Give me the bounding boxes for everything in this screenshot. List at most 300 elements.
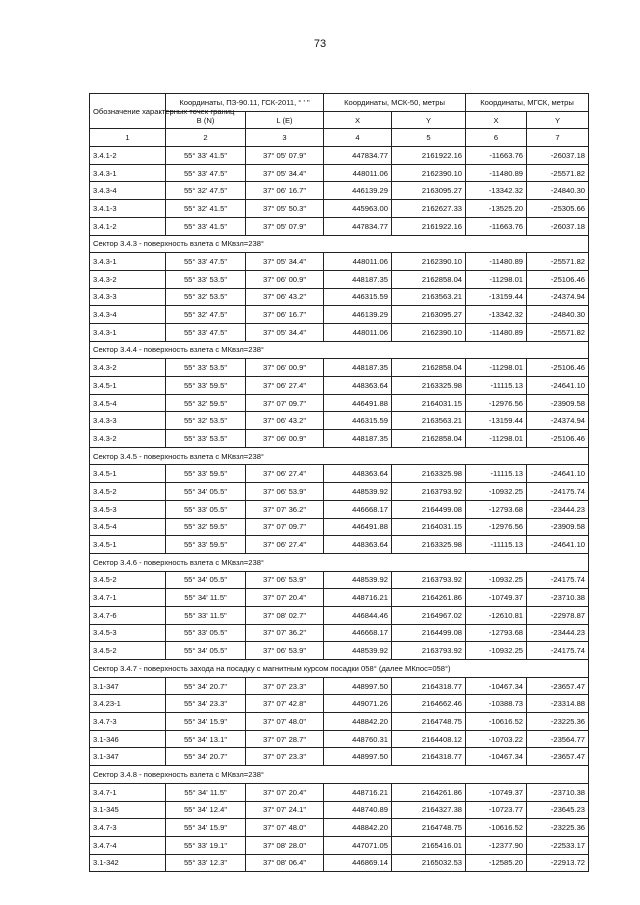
mgsk-x-cell: -13525.20: [466, 200, 527, 218]
mgsk-y-cell: -23564.77: [527, 730, 589, 748]
longitude-cell: 37° 05' 07.9": [246, 217, 324, 235]
longitude-cell: 37° 06' 16.7": [246, 306, 324, 324]
point-name-cell: 3.4.3-2: [90, 270, 166, 288]
msk-y-cell: 2162858.04: [392, 270, 466, 288]
msk-y-cell: 2164261.86: [392, 589, 466, 607]
longitude-cell: 37° 06' 27.4": [246, 536, 324, 554]
latitude-cell: 55° 33' 05.5": [166, 500, 246, 518]
longitude-cell: 37° 06' 00.9": [246, 430, 324, 448]
latitude-cell: 55° 32' 53.5": [166, 288, 246, 306]
longitude-cell: 37° 07' 48.0": [246, 819, 324, 837]
latitude-cell: 55° 33' 47.5": [166, 323, 246, 341]
latitude-cell: 55° 33' 53.5": [166, 270, 246, 288]
mgsk-x-cell: -12793.68: [466, 500, 527, 518]
point-name-cell: 3.4.3-3: [90, 288, 166, 306]
msk-y-cell: 2164748.75: [392, 713, 466, 731]
mgsk-y-cell: -23225.36: [527, 819, 589, 837]
mgsk-x-cell: -12377.90: [466, 836, 527, 854]
msk-y-cell: 2165416.01: [392, 836, 466, 854]
longitude-cell: 37° 06' 27.4": [246, 465, 324, 483]
mgsk-y-cell: -24641.10: [527, 465, 589, 483]
longitude-cell: 37° 07' 20.4": [246, 783, 324, 801]
table-row: [90, 430, 589, 448]
msk-y-cell: 2163095.27: [392, 182, 466, 200]
header-mgsk-x: X: [466, 111, 527, 129]
mgsk-x-cell: -10932.25: [466, 483, 527, 501]
point-name-cell: 3.4.3-2: [90, 359, 166, 377]
mgsk-x-cell: -10616.52: [466, 713, 527, 731]
latitude-cell: 55° 32' 47.5": [166, 182, 246, 200]
msk-y-cell: 2163793.92: [392, 571, 466, 589]
mgsk-x-cell: -13342.32: [466, 306, 527, 324]
longitude-cell: 37° 05' 34.4": [246, 323, 324, 341]
page-number: 73: [313, 38, 327, 50]
msk-x-cell: 448011.06: [324, 253, 392, 271]
msk-x-cell: 448363.64: [324, 377, 392, 395]
point-name-cell: 3.4.7-3: [90, 713, 166, 731]
point-name-cell: 3.4.1-3: [90, 200, 166, 218]
msk-y-cell: 2163325.98: [392, 536, 466, 554]
longitude-cell: 37° 08' 02.7": [246, 606, 324, 624]
mgsk-x-cell: -13159.44: [466, 288, 527, 306]
mgsk-x-cell: -11115.13: [466, 536, 527, 554]
table-row: [90, 306, 589, 324]
mgsk-y-cell: -26037.18: [527, 217, 589, 235]
msk-y-cell: 2163563.21: [392, 412, 466, 430]
msk-y-cell: 2164318.77: [392, 748, 466, 766]
msk-x-cell: 448716.21: [324, 589, 392, 607]
longitude-cell: 37° 07' 24.1": [246, 801, 324, 819]
msk-y-cell: 2163325.98: [392, 377, 466, 395]
msk-y-cell: 2163563.21: [392, 288, 466, 306]
mgsk-x-cell: -11298.01: [466, 430, 527, 448]
msk-y-cell: 2161922.16: [392, 147, 466, 165]
msk-x-cell: 447834.77: [324, 147, 392, 165]
point-name-cell: 3.4.3-4: [90, 306, 166, 324]
mgsk-x-cell: -11115.13: [466, 465, 527, 483]
table-row: [90, 288, 589, 306]
table-row: [90, 836, 589, 854]
msk-x-cell: 446315.59: [324, 288, 392, 306]
latitude-cell: 55° 33' 53.5": [166, 359, 246, 377]
header-l: L (E): [246, 111, 324, 129]
mgsk-y-cell: -24641.10: [527, 377, 589, 395]
header-mgsk-coordinates: Координаты, МГСК, метры: [466, 94, 589, 112]
longitude-cell: 37° 06' 00.9": [246, 359, 324, 377]
msk-x-cell: 448011.06: [324, 164, 392, 182]
mgsk-y-cell: -23909.58: [527, 394, 589, 412]
column-number: 6: [466, 129, 527, 147]
coordinates-table: [89, 93, 589, 872]
table-row: [90, 518, 589, 536]
msk-x-cell: 448842.20: [324, 713, 392, 731]
mgsk-y-cell: -23657.47: [527, 677, 589, 695]
table-row: [90, 182, 589, 200]
mgsk-x-cell: -10749.37: [466, 589, 527, 607]
latitude-cell: 55° 33' 12.3": [166, 854, 246, 872]
msk-x-cell: 446668.17: [324, 624, 392, 642]
latitude-cell: 55° 33' 41.5": [166, 147, 246, 165]
mgsk-x-cell: -12976.56: [466, 518, 527, 536]
table-row: [90, 359, 589, 377]
msk-x-cell: 446491.88: [324, 394, 392, 412]
latitude-cell: 55° 33' 59.5": [166, 377, 246, 395]
mgsk-x-cell: -11480.89: [466, 323, 527, 341]
table-row: [90, 147, 589, 165]
table-row: [90, 200, 589, 218]
column-number: 2: [166, 129, 246, 147]
column-number: 5: [392, 129, 466, 147]
longitude-cell: 37° 06' 16.7": [246, 182, 324, 200]
point-name-cell: 3.4.23-1: [90, 695, 166, 713]
sector-header-row: [90, 235, 589, 253]
point-name-cell: 3.4.3-3: [90, 412, 166, 430]
mgsk-x-cell: -10388.73: [466, 695, 527, 713]
point-name-cell: 3.4.7-4: [90, 836, 166, 854]
msk-x-cell: 448539.92: [324, 642, 392, 660]
point-name-cell: 3.4.5-3: [90, 624, 166, 642]
point-name-cell: 3.4.3-1: [90, 323, 166, 341]
point-name-cell: 3.4.5-2: [90, 571, 166, 589]
mgsk-x-cell: -13342.32: [466, 182, 527, 200]
longitude-cell: 37° 06' 27.4": [246, 377, 324, 395]
mgsk-x-cell: -11663.76: [466, 217, 527, 235]
table-row: [90, 783, 589, 801]
mgsk-y-cell: -24840.30: [527, 306, 589, 324]
point-name-cell: 3.4.5-1: [90, 377, 166, 395]
mgsk-x-cell: -11480.89: [466, 253, 527, 271]
latitude-cell: 55° 34' 15.9": [166, 819, 246, 837]
msk-x-cell: 448363.64: [324, 465, 392, 483]
mgsk-y-cell: -25305.66: [527, 200, 589, 218]
latitude-cell: 55° 34' 23.3": [166, 695, 246, 713]
table-row: [90, 323, 589, 341]
point-name-cell: 3.4.3-1: [90, 164, 166, 182]
msk-y-cell: 2161922.16: [392, 217, 466, 235]
longitude-cell: 37° 07' 23.3": [246, 748, 324, 766]
mgsk-x-cell: -10932.25: [466, 642, 527, 660]
msk-x-cell: 447071.05: [324, 836, 392, 854]
mgsk-y-cell: -24374.94: [527, 412, 589, 430]
mgsk-x-cell: -12610.81: [466, 606, 527, 624]
mgsk-y-cell: -25571.82: [527, 253, 589, 271]
point-name-cell: 3.4.7-3: [90, 819, 166, 837]
table-row: [90, 730, 589, 748]
longitude-cell: 37° 06' 43.2": [246, 412, 324, 430]
sector-header-row: [90, 341, 589, 359]
latitude-cell: 55° 33' 05.5": [166, 624, 246, 642]
longitude-cell: 37° 08' 28.0": [246, 836, 324, 854]
point-name-cell: 3.4.5-4: [90, 394, 166, 412]
sector-title: Сектор 3.4.5 - поверхность взлета с МКвзл=238°: [90, 447, 589, 465]
msk-x-cell: 448539.92: [324, 483, 392, 501]
column-number: 3: [246, 129, 324, 147]
latitude-cell: 55° 34' 11.5": [166, 783, 246, 801]
mgsk-x-cell: -10932.25: [466, 571, 527, 589]
table-row: [90, 589, 589, 607]
msk-y-cell: 2162858.04: [392, 430, 466, 448]
msk-y-cell: 2162858.04: [392, 359, 466, 377]
latitude-cell: 55° 34' 20.7": [166, 677, 246, 695]
mgsk-y-cell: -23314.88: [527, 695, 589, 713]
point-name-cell: 3.4.3-4: [90, 182, 166, 200]
table-row: [90, 253, 589, 271]
longitude-cell: 37° 05' 50.3": [246, 200, 324, 218]
table-row: [90, 801, 589, 819]
point-name-cell: 3.1-345: [90, 801, 166, 819]
longitude-cell: 37° 06' 53.9": [246, 571, 324, 589]
longitude-cell: 37° 07' 23.3": [246, 677, 324, 695]
msk-x-cell: 448842.20: [324, 819, 392, 837]
table-row: [90, 500, 589, 518]
mgsk-y-cell: -23645.23: [527, 801, 589, 819]
table-row: [90, 819, 589, 837]
msk-y-cell: 2164499.08: [392, 624, 466, 642]
longitude-cell: 37° 07' 48.0": [246, 713, 324, 731]
msk-x-cell: 446668.17: [324, 500, 392, 518]
mgsk-y-cell: -25571.82: [527, 164, 589, 182]
sector-title: Сектор 3.4.8 - поверхность взлета с МКвзл=238°: [90, 766, 589, 784]
mgsk-x-cell: -12976.56: [466, 394, 527, 412]
latitude-cell: 55° 32' 41.5": [166, 200, 246, 218]
msk-y-cell: 2163793.92: [392, 483, 466, 501]
msk-x-cell: 448740.89: [324, 801, 392, 819]
header-msk-x: X: [324, 111, 392, 129]
table-row: [90, 270, 589, 288]
mgsk-x-cell: -11480.89: [466, 164, 527, 182]
msk-x-cell: 448760.31: [324, 730, 392, 748]
latitude-cell: 55° 34' 11.5": [166, 589, 246, 607]
sector-header-row: [90, 553, 589, 571]
msk-x-cell: 447834.77: [324, 217, 392, 235]
mgsk-y-cell: -22533.17: [527, 836, 589, 854]
point-name-cell: 3.4.5-2: [90, 642, 166, 660]
sector-header-row: [90, 766, 589, 784]
latitude-cell: 55° 34' 05.5": [166, 642, 246, 660]
mgsk-x-cell: -10467.34: [466, 677, 527, 695]
msk-y-cell: 2162390.10: [392, 164, 466, 182]
msk-x-cell: 448363.64: [324, 536, 392, 554]
mgsk-y-cell: -24175.74: [527, 483, 589, 501]
mgsk-y-cell: -24175.74: [527, 571, 589, 589]
mgsk-x-cell: -11298.01: [466, 270, 527, 288]
header-point-designation: Обозначение характерных точек границ: [90, 94, 166, 129]
mgsk-y-cell: -23444.23: [527, 624, 589, 642]
sector-header-row: [90, 447, 589, 465]
latitude-cell: 55° 34' 05.5": [166, 483, 246, 501]
point-name-cell: 3.4.5-1: [90, 536, 166, 554]
point-name-cell: 3.4.7-1: [90, 589, 166, 607]
msk-x-cell: 448997.50: [324, 748, 392, 766]
mgsk-y-cell: -23225.36: [527, 713, 589, 731]
latitude-cell: 55° 33' 41.5": [166, 217, 246, 235]
msk-y-cell: 2163793.92: [392, 642, 466, 660]
table-row: [90, 465, 589, 483]
mgsk-x-cell: -11298.01: [466, 359, 527, 377]
mgsk-y-cell: -24374.94: [527, 288, 589, 306]
header-b: B (N): [166, 111, 246, 129]
latitude-cell: 55° 34' 12.4": [166, 801, 246, 819]
msk-y-cell: 2163095.27: [392, 306, 466, 324]
mgsk-y-cell: -25106.46: [527, 359, 589, 377]
msk-y-cell: 2162627.33: [392, 200, 466, 218]
longitude-cell: 37° 06' 00.9": [246, 270, 324, 288]
longitude-cell: 37° 05' 34.4": [246, 164, 324, 182]
mgsk-x-cell: -10749.37: [466, 783, 527, 801]
longitude-cell: 37° 07' 09.7": [246, 394, 324, 412]
latitude-cell: 55° 34' 05.5": [166, 571, 246, 589]
point-name-cell: 3.4.1-2: [90, 147, 166, 165]
longitude-cell: 37° 06' 53.9": [246, 642, 324, 660]
latitude-cell: 55° 32' 53.5": [166, 412, 246, 430]
table-row: [90, 695, 589, 713]
latitude-cell: 55° 33' 53.5": [166, 430, 246, 448]
point-name-cell: 3.4.7-6: [90, 606, 166, 624]
column-number: 4: [324, 129, 392, 147]
msk-y-cell: 2164327.38: [392, 801, 466, 819]
mgsk-x-cell: -10467.34: [466, 748, 527, 766]
point-name-cell: 3.1-346: [90, 730, 166, 748]
mgsk-y-cell: -23710.38: [527, 589, 589, 607]
table-row: [90, 394, 589, 412]
latitude-cell: 55° 33' 59.5": [166, 536, 246, 554]
mgsk-x-cell: -12793.68: [466, 624, 527, 642]
latitude-cell: 55° 32' 59.5": [166, 518, 246, 536]
point-name-cell: 3.4.5-1: [90, 465, 166, 483]
msk-x-cell: 446139.29: [324, 182, 392, 200]
latitude-cell: 55° 33' 11.5": [166, 606, 246, 624]
msk-y-cell: 2164261.86: [392, 783, 466, 801]
point-name-cell: 3.4.7-1: [90, 783, 166, 801]
msk-y-cell: 2162390.10: [392, 323, 466, 341]
table-row: [90, 713, 589, 731]
mgsk-y-cell: -25571.82: [527, 323, 589, 341]
mgsk-x-cell: -11663.76: [466, 147, 527, 165]
longitude-cell: 37° 07' 09.7": [246, 518, 324, 536]
msk-y-cell: 2164748.75: [392, 819, 466, 837]
table-row: [90, 377, 589, 395]
table-row: [90, 748, 589, 766]
mgsk-x-cell: -10723.77: [466, 801, 527, 819]
table-row: [90, 571, 589, 589]
table-row: [90, 606, 589, 624]
point-name-cell: 3.4.3-2: [90, 430, 166, 448]
msk-y-cell: 2164967.02: [392, 606, 466, 624]
table-body: [90, 147, 589, 872]
longitude-cell: 37° 06' 53.9": [246, 483, 324, 501]
msk-y-cell: 2164408.12: [392, 730, 466, 748]
mgsk-y-cell: -25106.46: [527, 430, 589, 448]
point-name-cell: 3.4.5-2: [90, 483, 166, 501]
longitude-cell: 37° 07' 36.2": [246, 500, 324, 518]
msk-y-cell: 2164662.46: [392, 695, 466, 713]
mgsk-x-cell: -11115.13: [466, 377, 527, 395]
msk-x-cell: 448187.35: [324, 359, 392, 377]
msk-x-cell: 446315.59: [324, 412, 392, 430]
column-number: 1: [90, 129, 166, 147]
table-row: [90, 164, 589, 182]
mgsk-x-cell: -13159.44: [466, 412, 527, 430]
mgsk-y-cell: -22978.87: [527, 606, 589, 624]
column-number: 7: [527, 129, 589, 147]
latitude-cell: 55° 32' 47.5": [166, 306, 246, 324]
mgsk-y-cell: -25106.46: [527, 270, 589, 288]
latitude-cell: 55° 32' 59.5": [166, 394, 246, 412]
table-row: [90, 854, 589, 872]
latitude-cell: 55° 34' 13.1": [166, 730, 246, 748]
table-row: [90, 677, 589, 695]
msk-x-cell: 446844.46: [324, 606, 392, 624]
longitude-cell: 37° 08' 06.4": [246, 854, 324, 872]
msk-x-cell: 448187.35: [324, 430, 392, 448]
sector-title: Сектор 3.4.3 - поверхность взлета с МКвзл=238°: [90, 235, 589, 253]
column-numbers-row: [90, 129, 589, 147]
longitude-cell: 37° 05' 34.4": [246, 253, 324, 271]
table-row: [90, 624, 589, 642]
point-name-cell: 3.4.5-3: [90, 500, 166, 518]
header-geo-coordinates: Координаты, ПЗ-90.11, ГСК-2011, ° ' ": [166, 94, 324, 112]
msk-x-cell: 446869.14: [324, 854, 392, 872]
point-name-cell: 3.4.3-1: [90, 253, 166, 271]
mgsk-y-cell: -24840.30: [527, 182, 589, 200]
mgsk-y-cell: -22913.72: [527, 854, 589, 872]
latitude-cell: 55° 33' 19.1": [166, 836, 246, 854]
msk-x-cell: 448187.35: [324, 270, 392, 288]
mgsk-y-cell: -23710.38: [527, 783, 589, 801]
longitude-cell: 37° 07' 28.7": [246, 730, 324, 748]
msk-x-cell: 445963.00: [324, 200, 392, 218]
latitude-cell: 55° 33' 59.5": [166, 465, 246, 483]
table-row: [90, 483, 589, 501]
msk-y-cell: 2164031.15: [392, 518, 466, 536]
msk-y-cell: 2164031.15: [392, 394, 466, 412]
table-row: [90, 642, 589, 660]
msk-y-cell: 2164499.08: [392, 500, 466, 518]
latitude-cell: 55° 33' 47.5": [166, 164, 246, 182]
mgsk-y-cell: -23909.58: [527, 518, 589, 536]
mgsk-x-cell: -12585.20: [466, 854, 527, 872]
longitude-cell: 37° 07' 20.4": [246, 589, 324, 607]
header-mgsk-y: Y: [527, 111, 589, 129]
table-row: [90, 412, 589, 430]
latitude-cell: 55° 34' 20.7": [166, 748, 246, 766]
msk-y-cell: 2162390.10: [392, 253, 466, 271]
mgsk-x-cell: -10616.52: [466, 819, 527, 837]
table-row: [90, 536, 589, 554]
mgsk-y-cell: -24641.10: [527, 536, 589, 554]
msk-x-cell: 449071.26: [324, 695, 392, 713]
mgsk-x-cell: -10703.22: [466, 730, 527, 748]
msk-y-cell: 2164318.77: [392, 677, 466, 695]
mgsk-y-cell: -24175.74: [527, 642, 589, 660]
point-name-cell: 3.1-347: [90, 748, 166, 766]
longitude-cell: 37° 05' 07.9": [246, 147, 324, 165]
mgsk-y-cell: -23657.47: [527, 748, 589, 766]
sector-title: Сектор 3.4.4 - поверхность взлета с МКвзл=238°: [90, 341, 589, 359]
point-name-cell: 3.1-342: [90, 854, 166, 872]
msk-x-cell: 448997.50: [324, 677, 392, 695]
mgsk-y-cell: -23444.23: [527, 500, 589, 518]
longitude-cell: 37° 07' 42.8": [246, 695, 324, 713]
sector-header-row: [90, 660, 589, 678]
sector-title: Сектор 3.4.7 - поверхность захода на посадку с магнитным курсом посадки 058° (далее МКпос=058°): [90, 660, 589, 678]
table-row: [90, 217, 589, 235]
msk-x-cell: 448011.06: [324, 323, 392, 341]
longitude-cell: 37° 07' 36.2": [246, 624, 324, 642]
point-name-cell: 3.4.1-2: [90, 217, 166, 235]
msk-x-cell: 448539.92: [324, 571, 392, 589]
latitude-cell: 55° 34' 15.9": [166, 713, 246, 731]
